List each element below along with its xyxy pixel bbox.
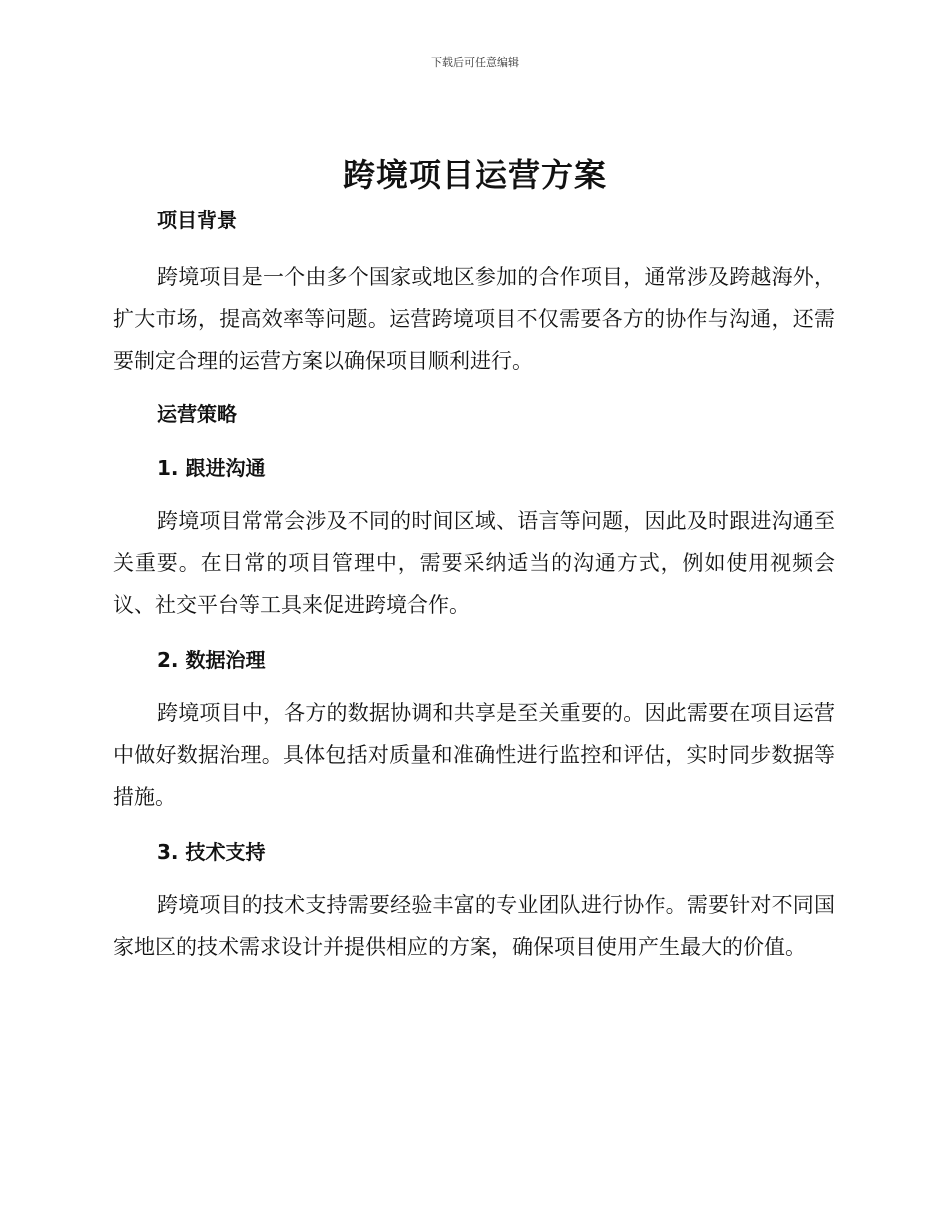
document-title: 跨境项目运营方案 <box>342 156 607 194</box>
section-heading-background: 项目背景 <box>157 208 237 232</box>
subsection-heading-data-governance: 2. 数据治理 <box>157 648 266 672</box>
subsection-paragraph-tech-support: 跨境项目的技术支持需要经验丰富的专业团队进行协作。需要针对不同国家地区的技术需求设计并提供相应的方案，确保项目使用产生最大的价值。 <box>113 893 835 959</box>
document-body <box>113 200 835 968</box>
section-paragraph-background: 跨境项目是一个由多个国家或地区参加的合作项目，通常涉及跨越海外，扩大市场，提高效率等问题。运营跨境项目不仅需要各方的协作与沟通，还需要制定合理的运营方案以确保项目顺利进行。 <box>113 265 835 373</box>
subsection-paragraph-communication: 跨境项目常常会涉及不同的时间区域、语言等问题，因此及时跟进沟通至关重要。在日常的项目管理中，需要采纳适当的沟通方式，例如使用视频会议、社交平台等工具来促进跨境合作。 <box>113 509 835 617</box>
header-note: 下载后可任意编辑 <box>431 56 519 69</box>
subsection-heading-tech-support: 3. 技术支持 <box>157 840 266 864</box>
section-heading-strategy: 运营策略 <box>157 402 237 426</box>
subsection-paragraph-data-governance: 跨境项目中，各方的数据协调和共享是至关重要的。因此需要在项目运营中做好数据治理。具体包括对质量和准确性进行监控和评估，实时同步数据等措施。 <box>113 701 835 809</box>
subsection-heading-communication: 1. 跟进沟通 <box>157 456 266 480</box>
